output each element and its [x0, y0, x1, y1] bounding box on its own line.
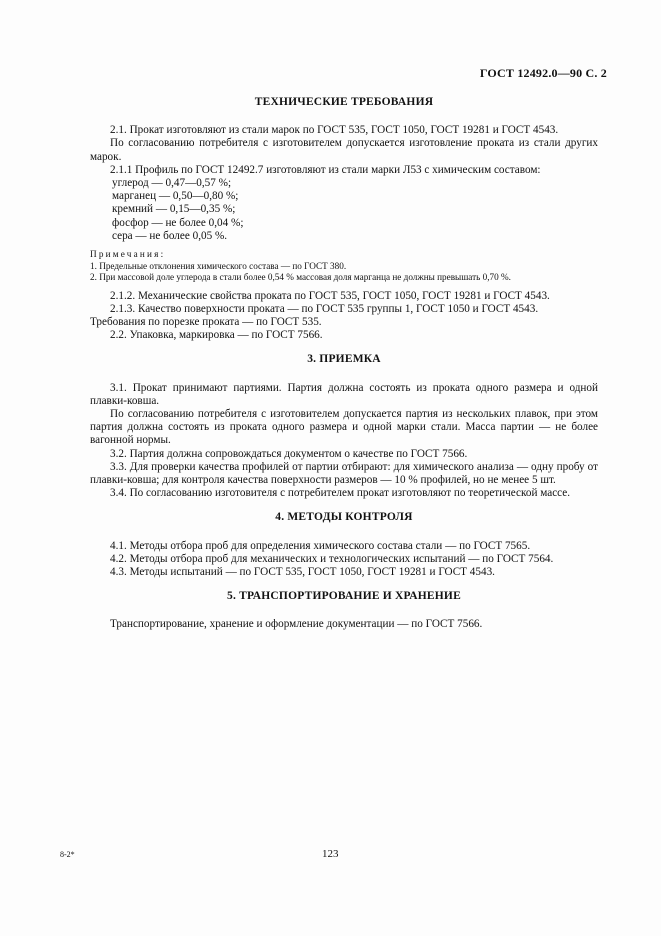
paragraph: Требования по порезке проката — по ГОСТ 535. — [90, 315, 322, 328]
page-header: ГОСТ 12492.0—90 С. 2 — [479, 66, 607, 80]
paragraph: 3.4. По согласованию изготовителя с потребителем прокат изготовляют по теоретической массе. — [110, 487, 571, 500]
section-title-acceptance: 3. ПРИЕМКА — [307, 353, 381, 366]
paragraph: Транспортирование, хранение и оформление документации — по ГОСТ 7566. — [110, 618, 483, 631]
paragraph: 2.1. Прокат изготовляют из стали марок по ГОСТ 535, ГОСТ 1050, ГОСТ 19281 и ГОСТ 4543. — [110, 124, 559, 137]
chemical-composition-list — [90, 177, 598, 243]
section-title-control-methods: 4. МЕТОДЫ КОНТРОЛЯ — [275, 511, 413, 524]
paragraph: 4.2. Методы отбора проб для механических и технологических испытаний — по ГОСТ 7564. — [110, 552, 554, 565]
paragraph: По согласованию потребителя с изготовителем допускается изготовление проката из стали других марок. — [90, 137, 598, 163]
chem-item: сера — не более 0,05 %. — [112, 229, 228, 242]
paragraph: 2.1.3. Качество поверхности проката — по ГОСТ 535 группы 1, ГОСТ 1050 и ГОСТ 4543. — [110, 302, 539, 315]
notes-title: Примечания: — [90, 249, 166, 260]
section-title-transport-storage: 5. ТРАНСПОРТИРОВАНИЕ И ХРАНЕНИЕ — [227, 590, 461, 603]
footer-mark: 8-2* — [60, 850, 75, 859]
paragraph: 4.1. Методы отбора проб для определения химического состава стали — по ГОСТ 7565. — [110, 539, 531, 552]
paragraph: 3.3. Для проверки качества профилей от партии отбирают: для химического анализа — одну пробу от плавки-ковша; для контроля качества поверхности размеров — 10 % профилей, но не менее 5 шт. — [90, 460, 598, 486]
paragraph: По согласованию потребителя с изготовителем допускается партия из нескольких плавок, при этом партия должна состоять из проката одного размера и одной марки стали. Масса партии — не более вагонной нормы. — [90, 407, 598, 447]
note: 1. Предельные отклонения химического состава — по ГОСТ 380. — [90, 260, 347, 271]
paragraph: 2.1.2. Механические свойства проката по ГОСТ 535, ГОСТ 1050, ГОСТ 19281 и ГОСТ 4543. — [110, 289, 550, 302]
section-title-technical-requirements: ТЕХНИЧЕСКИЕ ТРЕБОВАНИЯ — [254, 96, 434, 108]
chem-item: фосфор — не более 0,04 %; — [112, 216, 244, 229]
paragraph: 3.2. Партия должна сопровождаться документом о качестве по ГОСТ 7566. — [110, 447, 468, 460]
paragraph: 4.3. Методы испытаний — по ГОСТ 535, ГОСТ 1050, ГОСТ 19281 и ГОСТ 4543. — [110, 565, 495, 578]
chem-item: углерод — 0,47—0,57 %; — [112, 177, 232, 190]
paragraph: 2.1.1 Профиль по ГОСТ 12492.7 изготовляют из стали марки Л53 с химическим составом: — [110, 163, 541, 176]
paragraph: 2.2. Упаковка, маркировка — по ГОСТ 7566. — [110, 329, 323, 342]
chem-item: марганец — 0,50—0,80 %; — [112, 190, 239, 203]
document-body — [90, 96, 598, 632]
page-number: 123 — [322, 848, 339, 860]
note: 2. При массовой доле углерода в стали более 0,54 % массовая доля марганца не должны превышать 0,70 %. — [90, 272, 511, 283]
paragraph: 3.1. Прокат принимают партиями. Партия должна состоять из проката одного размера и одной плавки-ковша. — [90, 381, 598, 407]
chem-item: кремний — 0,15—0,35 %; — [112, 203, 236, 216]
